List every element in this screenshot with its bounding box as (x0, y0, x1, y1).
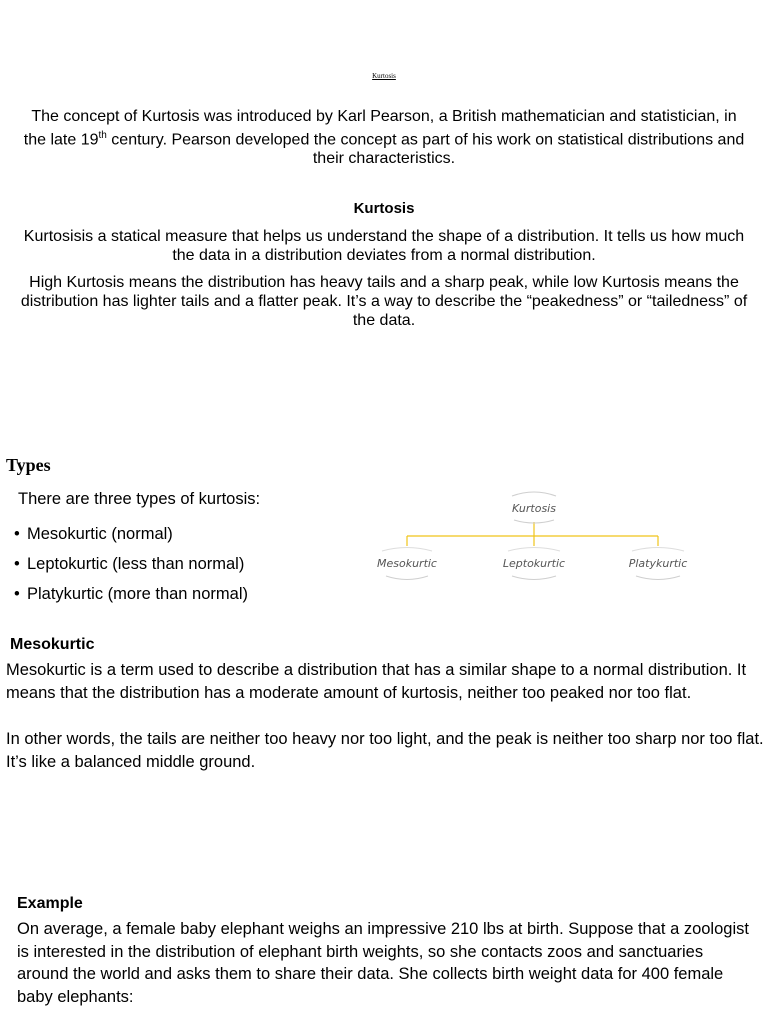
node-arc-bottom (514, 520, 554, 523)
diagram-root-label: Kurtosis (512, 502, 556, 515)
node-arc-top (632, 548, 684, 552)
intro-text-before: The concept of Kurtosis was introduced by Karl Pearson, a British mathematician and statistician, in the late 19 (23, 108, 737, 149)
diagram-connectors (407, 522, 658, 546)
diagram-child-label: Mesokurtic (376, 557, 438, 570)
types-heading: Types (6, 455, 51, 475)
list-item-label: Mesokurtic (normal) (27, 525, 173, 543)
list-item-label: Leptokurtic (less than normal) (27, 555, 245, 573)
diagram-child-label: Leptokurtic (502, 557, 566, 570)
types-intro: There are three types of kurtosis: (18, 490, 261, 508)
mesokurtic-paragraph-1: Mesokurtic is a term used to describe a distribution that has a similar shape to a normal distribution. It means that the distribution has a moderate amount of kurtosis, neither too peaked nor too flat. (6, 661, 747, 702)
node-arc-top (512, 492, 556, 496)
node-arc-top (382, 548, 432, 552)
bullet-icon: • (14, 585, 20, 603)
kurtosis-heading: Kurtosis (353, 200, 415, 217)
example-paragraph: On average, a female baby elephant weighs an impressive 210 lbs at birth. Suppose that a zoologist is interested in the distribution of elephant birth weights, so she contacts zoos and sanctuaries around the world and asks them to share their data. She collects birth weight data for 400 female baby elephants: (17, 920, 749, 1006)
kurtosis-hierarchy-diagram (362, 486, 702, 590)
bullet-icon: • (14, 555, 20, 573)
diagram-node-root (512, 492, 556, 523)
node-arc-bottom (512, 576, 556, 580)
intro-paragraph (20, 107, 748, 168)
definition-paragraph-1: Kurtosisis a statical measure that helps us understand the shape of a distribution. It tells us how much the data in a distribution deviates from a normal distribution. (23, 228, 745, 264)
document-small-title: Kurtosis (372, 72, 396, 80)
mesokurtic-heading: Mesokurtic (10, 636, 95, 653)
diagram-node-mesokurtic (377, 548, 437, 580)
list-item-label: Platykurtic (more than normal) (27, 585, 248, 603)
node-arc-bottom (386, 576, 428, 580)
bullet-icon: • (14, 525, 20, 543)
node-arc-top (508, 548, 560, 552)
list-item (14, 552, 248, 582)
diagram-node-leptokurtic (503, 548, 565, 580)
list-item (14, 522, 248, 552)
node-arc-bottom (636, 576, 680, 580)
list-item (14, 582, 248, 612)
diagram-node-platykurtic (629, 548, 688, 580)
diagram-child-label: Platykurtic (628, 557, 688, 570)
example-heading: Example (17, 895, 83, 912)
mesokurtic-paragraph-2: In other words, the tails are neither too heavy nor too light, and the peak is neither too sharp nor too flat. It’s like a balanced middle ground. (6, 730, 764, 771)
definition-paragraph-2: High Kurtosis means the distribution has heavy tails and a sharp peak, while low Kurtosis means the distribution has lighter tails and a flatter peak. It’s a way to describe the “peakedness” or “tailedness” of the data. (20, 274, 748, 329)
intro-text-after: century. Pearson developed the concept as part of his work on statistical distributions and their characteristics. (106, 131, 745, 168)
intro-superscript: th (98, 130, 107, 141)
types-list (14, 522, 248, 612)
